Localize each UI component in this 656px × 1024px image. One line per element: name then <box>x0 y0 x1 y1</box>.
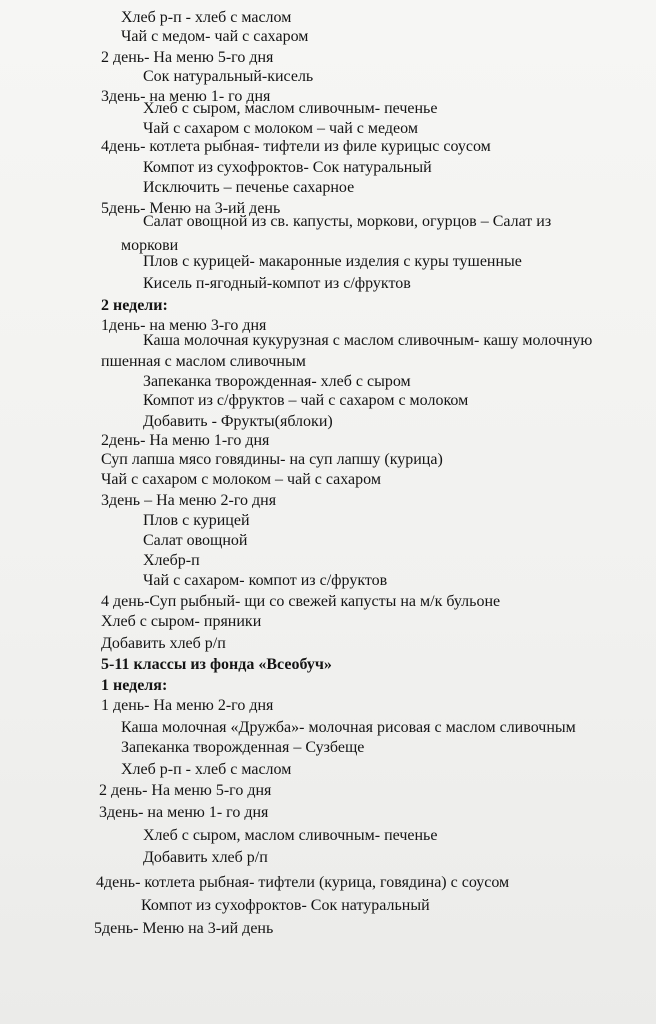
text-line: 1 день- На меню 2-го дня <box>101 697 274 714</box>
text-line: Чай с сахаром с молоком – чай с медеом <box>143 120 418 137</box>
text-line: Компот из сухофроктов- Сок натуральный <box>141 897 430 914</box>
text-line: Добавить хлеб р/п <box>143 849 268 866</box>
text-line: Салат овощной <box>143 532 248 549</box>
text-line: 2 день- На меню 5-го дня <box>99 782 272 799</box>
text-line: Компот из с/фруктов – чай с сахаром с молоком <box>143 392 469 409</box>
text-line: Запеканка творожденная- хлеб с сыром <box>143 373 411 390</box>
text-line: Хлебр-п <box>143 552 200 569</box>
text-line: пшенная с маслом сливочным <box>101 353 306 370</box>
text-line: 3день – На меню 2-го дня <box>101 492 277 509</box>
text-line: Кисель п-ягодный-компот из с/фруктов <box>143 275 411 292</box>
text-line: Добавить - Фрукты(яблоки) <box>143 413 333 430</box>
text-line: Суп лапша мясо говядины- на суп лапшу (курица) <box>101 451 443 468</box>
text-line: Плов с курицей <box>143 512 250 529</box>
text-line: 2день- На меню 1-го дня <box>101 432 270 449</box>
section-heading: 2 недели: <box>101 297 168 314</box>
text-line: 3день- на меню 1- го дня <box>99 804 269 821</box>
text-line: Чай с сахаром с молоком – чай с сахаром <box>101 471 381 488</box>
text-line: моркови <box>121 237 179 254</box>
text-line: 4день- котлета рыбная- тифтели из филе курицыс соусом <box>101 138 491 155</box>
text-line: Компот из сухофроктов- Сок натуральный <box>143 159 432 176</box>
text-line: Хлеб р-п - хлеб с маслом <box>121 9 292 26</box>
text-line: Каша молочная кукурузная с маслом сливочным- кашу молочную <box>143 332 593 349</box>
text-line: Добавить хлеб р/п <box>101 635 226 652</box>
text-line: 3день- на меню 1- го дня <box>101 88 271 105</box>
text-line: 4 день-Суп рыбный- щи со свежей капусты на м/к бульоне <box>101 593 501 610</box>
text-line: 2 день- На меню 5-го дня <box>101 49 274 66</box>
text-line: 5день- Меню на 3-ий день <box>94 920 274 937</box>
text-line: Хлеб с сыром- пряники <box>101 613 262 630</box>
text-line: Каша молочная «Дружба»- молочная рисовая с маслом сливочным <box>121 719 576 736</box>
text-line: Хлеб с сыром, маслом сливочным- печенье <box>143 827 438 844</box>
text-line: Чай с медом- чай с сахаром <box>121 28 309 45</box>
text-line: Запеканка творожденная – Сузбеще <box>121 739 365 756</box>
text-line: 5день- Меню на 3-ий день <box>101 200 281 217</box>
text-line: 4день- котлета рыбная- тифтели (курица, говядина) с соусом <box>96 874 510 891</box>
text-line: Чай с сахаром- компот из с/фруктов <box>143 572 388 589</box>
text-line: Исключить – печенье сахарное <box>143 179 355 196</box>
text-line: Плов с курицей- макаронные изделия с куры тушенные <box>143 253 522 270</box>
text-line: Салат овощной из св. капусты, моркови, огурцов – Салат из <box>143 213 552 230</box>
text-line: Хлеб с сыром, маслом сливочным- печенье <box>143 100 438 117</box>
text-line: 1день- на меню 3-го дня <box>101 317 267 334</box>
text-line: Хлеб р-п - хлеб с маслом <box>121 761 292 778</box>
section-heading: 1 неделя: <box>101 677 168 694</box>
text-line: Сок натуральный-кисель <box>143 68 314 85</box>
section-heading: 5-11 классы из фонда «Всеобуч» <box>101 656 332 673</box>
